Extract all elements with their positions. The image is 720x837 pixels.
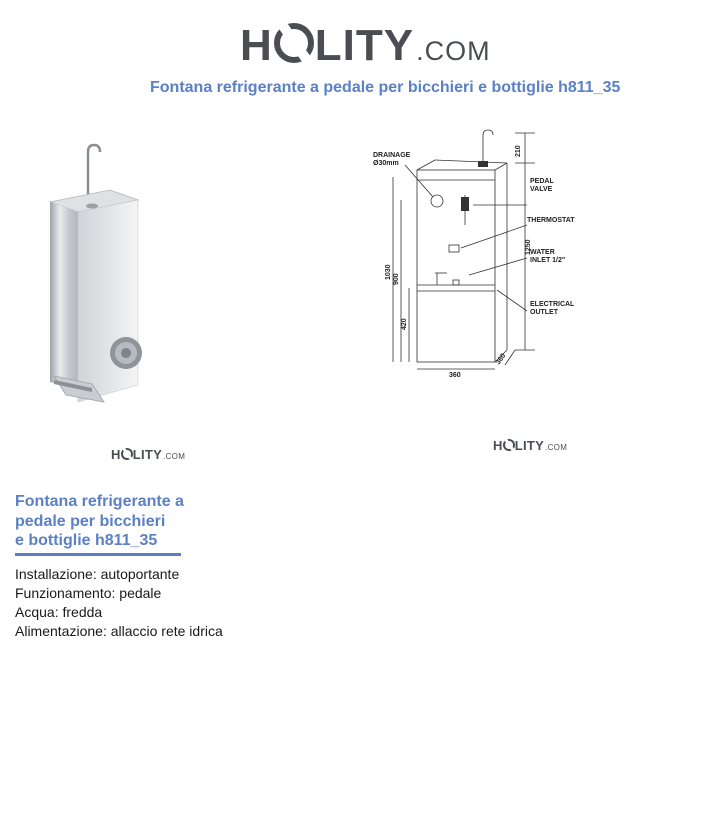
product-title-line: Fontana refrigerante a (15, 493, 184, 510)
label-thermostat: THERMOSTAT (527, 217, 575, 224)
technical-drawing (365, 125, 580, 380)
brand-small-left-part: H (493, 438, 503, 453)
label-outlet: OUTLET (530, 309, 558, 316)
product-photo (40, 140, 150, 420)
dim-420: 420 (401, 318, 408, 330)
product-title (15, 492, 205, 551)
page-title: Fontana refrigerante a pedale per bicchieri e bottiglie h811_35 (150, 79, 621, 96)
label-water: WATER (530, 249, 555, 256)
brand-small-domain: .COM (163, 452, 186, 461)
dim-1030: 1030 (385, 264, 392, 280)
spec-item: Installazione: autoportante (15, 566, 180, 582)
title-underline (15, 553, 181, 556)
label-electrical: ELECTRICAL (530, 301, 575, 308)
label-pedal: PEDAL (530, 178, 554, 185)
spec-item: Funzionamento: pedale (15, 585, 162, 601)
brand-logo-small-right (493, 438, 567, 453)
dim-210: 210 (515, 145, 522, 157)
brand-logo-left: H (240, 21, 273, 70)
label-drainage-size: Ø30mm (373, 160, 399, 167)
label-drainage: DRAINAGE (373, 152, 411, 159)
product-title-line: e bottiglie h811_35 (15, 532, 158, 549)
dim-360-width: 360 (449, 372, 461, 379)
brand-logo-small-left (111, 447, 185, 462)
label-water-inlet: INLET 1/2" (530, 257, 566, 264)
spec-item: Acqua: fredda (15, 604, 103, 620)
spec-list (15, 565, 223, 641)
logo-o-icon (503, 439, 515, 451)
brand-small-right-part: LITY (132, 447, 163, 462)
dim-1250: 1250 (525, 239, 532, 255)
brand-logo-right: LITY (314, 21, 415, 70)
spec-item: Alimentazione: allaccio rete idrica (15, 623, 223, 639)
brand-logo-domain: .COM (416, 36, 491, 66)
brand-small-right-part: LITY (514, 438, 545, 453)
brand-small-domain: .COM (545, 443, 568, 452)
logo-o-icon (274, 23, 314, 63)
brand-small-left-part: H (111, 447, 121, 462)
dim-360-depth: 360 (494, 352, 508, 367)
brand-logo[interactable] (240, 20, 491, 71)
logo-o-icon (121, 448, 133, 460)
product-title-line: pedale per bicchieri (15, 512, 166, 530)
dim-900: 900 (393, 273, 400, 285)
label-valve: VALVE (530, 186, 553, 193)
